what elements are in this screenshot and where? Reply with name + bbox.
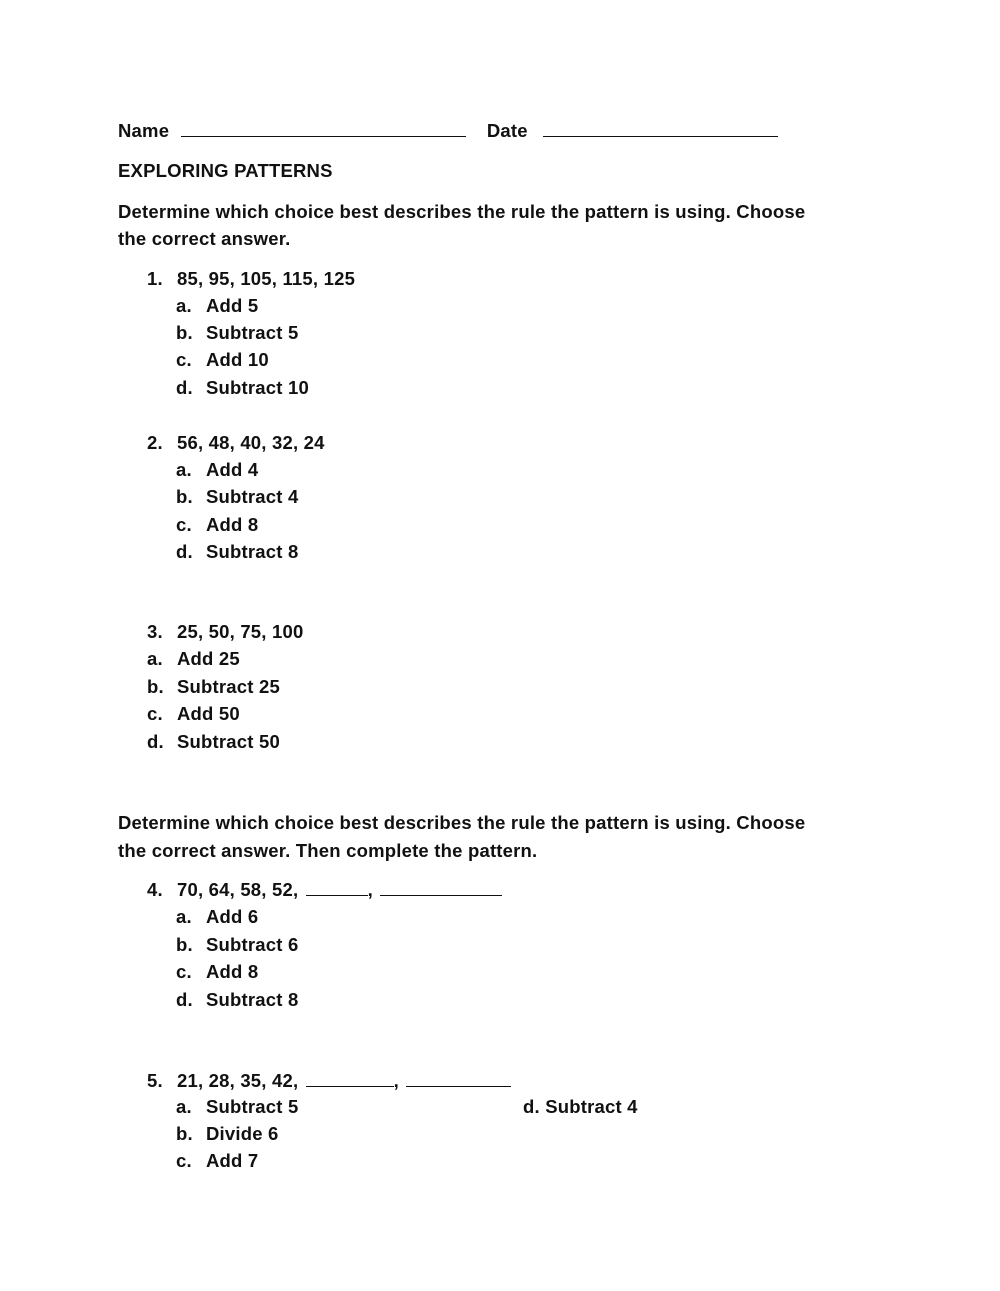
option-1c[interactable]: c. Add 10: [176, 349, 269, 370]
option-2c[interactable]: c. Add 8: [176, 514, 259, 535]
answer-blank-2[interactable]: [406, 1070, 511, 1087]
name-label: Name: [118, 120, 170, 141]
question-1: [147, 268, 355, 290]
question-4: [147, 879, 502, 901]
question-5: [147, 1070, 511, 1092]
option-5c[interactable]: c. Add 7: [176, 1150, 259, 1171]
answer-blank-1[interactable]: [306, 1070, 394, 1087]
option-4d[interactable]: d. Subtract 8: [176, 989, 299, 1010]
question-number: 4.: [147, 879, 163, 900]
question-sequence: 85, 95, 105, 115, 125: [177, 268, 356, 289]
answer-blank-2[interactable]: [380, 879, 502, 896]
header-row: [118, 120, 778, 142]
option-3b[interactable]: b. Subtract 25: [147, 676, 280, 697]
option-5a[interactable]: a. Subtract 5: [176, 1096, 299, 1117]
option-1d[interactable]: d. Subtract 10: [176, 377, 309, 398]
option-3a[interactable]: a. Add 25: [147, 648, 240, 669]
question-number: 3.: [147, 621, 163, 642]
question-sequence: 70, 64, 58, 52,: [177, 879, 299, 900]
question-number: 2.: [147, 432, 163, 453]
answer-blank-1[interactable]: [306, 879, 368, 896]
date-field[interactable]: [543, 120, 778, 137]
question-3: [147, 621, 303, 643]
option-3c[interactable]: c. Add 50: [147, 703, 240, 724]
date-label: Date: [486, 120, 528, 141]
option-2b[interactable]: b. Subtract 4: [176, 486, 299, 507]
option-1a[interactable]: a. Add 5: [176, 295, 259, 316]
option-5b[interactable]: b. Divide 6: [176, 1123, 279, 1144]
name-field[interactable]: [181, 120, 466, 137]
option-4b[interactable]: b. Subtract 6: [176, 934, 299, 955]
instructions-1-line2: the correct answer.: [118, 228, 291, 249]
worksheet-title: EXPLORING PATTERNS: [118, 160, 333, 181]
instructions-2-line2: the correct answer. Then complete the pattern.: [118, 840, 538, 861]
question-sequence: 21, 28, 35, 42,: [177, 1070, 299, 1091]
option-3d[interactable]: d. Subtract 50: [147, 731, 280, 752]
option-2a[interactable]: a. Add 4: [176, 459, 259, 480]
question-number: 5.: [147, 1070, 163, 1091]
option-4c[interactable]: c. Add 8: [176, 961, 259, 982]
option-4a[interactable]: a. Add 6: [176, 906, 259, 927]
comma: ,: [367, 879, 373, 900]
question-sequence: 25, 50, 75, 100: [177, 621, 304, 642]
option-1b[interactable]: b. Subtract 5: [176, 322, 299, 343]
question-number: 1.: [147, 268, 163, 289]
instructions-1-line1: Determine which choice best describes the rule the pattern is using. Choose: [118, 201, 806, 222]
question-2: [147, 432, 325, 454]
option-2d[interactable]: d. Subtract 8: [176, 541, 299, 562]
option-5d[interactable]: d. Subtract 4: [523, 1096, 638, 1117]
question-sequence: 56, 48, 40, 32, 24: [177, 432, 325, 453]
instructions-2-line1: Determine which choice best describes the rule the pattern is using. Choose: [118, 812, 806, 833]
comma: ,: [393, 1070, 399, 1091]
